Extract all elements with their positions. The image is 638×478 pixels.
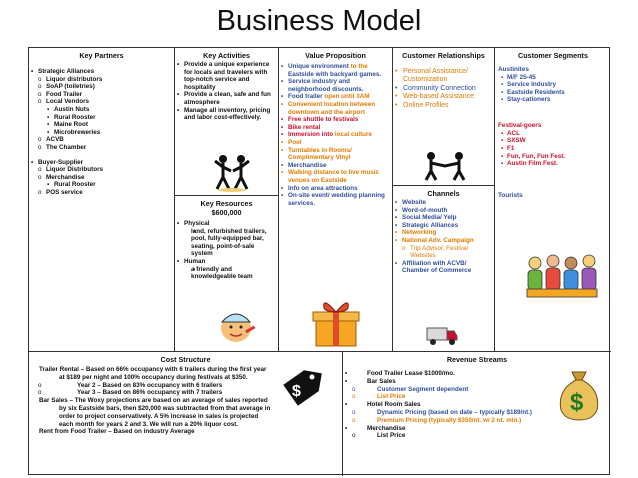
value-text: Merchandise (288, 161, 327, 169)
channel-item: • Website (393, 199, 490, 207)
key-partner-item: o ACVB (29, 136, 174, 144)
human-label: • Human (175, 258, 275, 266)
handshake-icon (423, 151, 467, 181)
key-partners-header: Key Partners (79, 51, 124, 60)
revenue-item: o Dynamic Pricing (based on date – typically $189/nt.) (343, 409, 551, 417)
value-proposition-item (279, 101, 389, 116)
revenue-streams-section (343, 352, 611, 476)
segment-group-tourists: Tourists (498, 191, 523, 199)
value-proposition-item (279, 78, 389, 93)
physical-label: • Physical (175, 220, 275, 228)
value-text: On-site event/ wedding planning services. (288, 192, 385, 207)
cost-item: o Year 3 – Based on 86% occupancy with 7 trailers (29, 389, 272, 397)
channel-item: o Trip Advisor, Festival Websites (393, 245, 490, 260)
segment-item: ▪ F1 (498, 145, 608, 153)
customer-relationships-header: Customer Relationships (402, 51, 485, 60)
customer-relationships-section (393, 48, 495, 186)
key-activities-header: Key Activities (203, 51, 250, 60)
key-partner-item: ▪ Microbreweries (29, 129, 174, 137)
value-text: Food trailer (288, 93, 325, 101)
key-partner-item: o Liquor Distributors (29, 166, 174, 174)
value-proposition-list (279, 63, 392, 207)
svg-text:$: $ (292, 383, 301, 400)
customer-segments-section (495, 48, 611, 352)
segment-group-festival-goers: Festival-goers (498, 122, 542, 130)
value-rest: Eastside with backyard games. (288, 70, 382, 78)
customer-relationship-item: • Web-based Assistance (393, 93, 488, 101)
spacer (29, 152, 174, 159)
revenue-item: o List Price (343, 432, 551, 440)
value-text: Walking distance to live music venues on Eastside (288, 169, 380, 184)
channel-item: • Social Media/ Yelp (393, 214, 490, 222)
segment-item: ▪ Service Industry (498, 81, 608, 89)
cost-item: • Bar Sales – The Woxy projections are based on an average of sales reported by six Eastside bars, then $20,000 was subtracted from that average in order to project conservatively. A 5% increase in sales is projected each month for years 2 and 3. We will run a 20% liquor cost. (29, 397, 272, 428)
revenue-streams-header: Revenue Streams (446, 355, 508, 364)
key-resources-header: Key Resources (200, 199, 253, 208)
dancers-icon (211, 153, 255, 193)
channels-header: Channels (427, 189, 460, 198)
key-resources-section (175, 196, 279, 352)
key-partner-item: o POS service (29, 189, 174, 197)
segment-item: ▪ Eastside Residents (498, 89, 608, 97)
value-proposition-item (279, 185, 389, 193)
key-activity-item: • Provide a clean, safe and fun atmosphere (175, 91, 275, 106)
people-group-icon (523, 253, 603, 303)
segment-festival-list (498, 130, 608, 168)
price-tag-icon (279, 366, 323, 410)
key-partner-item: o Food Trailer (29, 91, 174, 99)
channel-item: • Networking (393, 229, 490, 237)
customer-segments-header: Customer Segments (518, 51, 588, 60)
revenue-item: o Customer Segment dependent (343, 386, 551, 394)
key-partner-item: o Merchandise (29, 174, 174, 182)
value-proposition-section (279, 48, 393, 352)
key-partners-list (29, 68, 174, 197)
value-proposition-item (279, 131, 389, 139)
key-activities-list (175, 61, 278, 122)
key-partner-item: ▪ Maine Root (29, 121, 174, 129)
cost-structure-header: Cost Structure (160, 355, 211, 364)
value-proposition-item (279, 124, 389, 132)
revenue-item: • Hotel Room Sales (343, 401, 551, 409)
value-text: Free shuttle to festivals (288, 116, 359, 124)
channel-item: • Word-of-mouth (393, 207, 490, 215)
value-accent: open until 3AM (324, 93, 370, 101)
value-text: Service industry and neighborhood discounts. (288, 78, 364, 93)
value-text: Convenient location between downtown and the airport (288, 100, 376, 116)
customer-relationship-item: • Online Profiles (393, 102, 488, 110)
channels-section (393, 186, 495, 352)
segment-item: ▪ Austin Film Fest. (498, 160, 608, 168)
key-activities-section (175, 48, 279, 196)
revenue-item: o Premium Pricing (typically $350/nt. w/ 2 nt. min.) (343, 417, 551, 425)
value-proposition-item (279, 63, 389, 78)
value-text: Immersion into (288, 131, 335, 139)
value-proposition-item (279, 192, 389, 207)
value-proposition-item (279, 147, 389, 162)
segment-item: ▪ Fun, Fun, Fun Fest. (498, 153, 608, 161)
value-text: Bike rental (288, 123, 321, 131)
money-bag-icon (555, 368, 603, 422)
channels-list (393, 199, 494, 275)
revenue-item: • Merchandise (343, 425, 551, 433)
revenue-item: • Bar Sales (343, 378, 551, 386)
value-proposition-item (279, 116, 389, 124)
business-model-canvas (28, 47, 610, 475)
value-text: Unique environment (288, 63, 351, 70)
value-text: Pool (288, 138, 302, 146)
revenue-item: o List Price (343, 393, 551, 401)
key-partner-item: o The Chamber (29, 144, 174, 152)
human-detail: ▪ a friendly and knowledgeable team (175, 266, 275, 281)
key-partner-item: ▪ Austin Nuts (29, 106, 174, 114)
gift-box-icon (308, 294, 364, 348)
segment-austinites-list (498, 74, 608, 104)
segment-item: ▪ M/F 25-45 (498, 74, 608, 82)
channel-item: • National Adv. Campaign (393, 237, 490, 245)
key-partner-item: o Liquor distributors (29, 76, 174, 84)
key-resources-amount: $600,000 (211, 208, 242, 217)
svg-text:$: $ (570, 389, 584, 416)
value-proposition-item (279, 139, 389, 147)
key-partner-item: • Buyer-Supplier (29, 159, 174, 167)
value-text: Turntables in Rooms/ Complimentary Vinyl (288, 146, 352, 162)
page-title: Business Model (216, 5, 422, 37)
value-proposition-item (279, 162, 389, 170)
segment-item: ▪ ACL (498, 130, 608, 138)
physical-detail: ▪ land, refurbished trailers, pool, fully-equipped bar, seating, point-of-sale system (175, 228, 275, 258)
key-partner-item: ▪ Rural Rooster (29, 114, 174, 122)
key-activity-item: • Provide a unique experience for locals and travelers with top-notch service and hospitality (175, 61, 275, 91)
customer-relationship-item: • Personal Assistance/ Customization (393, 68, 488, 85)
key-resources-list (175, 220, 278, 281)
value-accent: to the (350, 63, 368, 70)
key-partner-item: ▪ Rural Rooster (29, 181, 174, 189)
key-partner-item: o SoAP (toiletries) (29, 83, 174, 91)
value-proposition-header: Value Proposition (305, 51, 366, 60)
key-partners-section (29, 48, 175, 352)
cost-item: • Trailer Rental – Based on 66% occupancy with 6 trailers during the first year at $189 per night and 100% occupancy during festivals at $350. (29, 366, 272, 382)
value-text: Info on area attractions (288, 184, 358, 192)
value-accent: local culture (334, 131, 372, 139)
channel-item: • Affiliation with ACVB/ Chamber of Commerce (393, 260, 490, 275)
truck-icon (425, 324, 459, 346)
key-activity-item: • Manage all inventory, pricing and labor cost-effectively. (175, 107, 275, 122)
cost-structure-section (29, 352, 343, 476)
cost-item: • Rent from Food Trailer – Based on industry Average (29, 428, 272, 436)
revenue-item: • Food Trailer Lease $1000/mo. (343, 370, 551, 378)
value-proposition-item (279, 169, 389, 184)
channel-item: • Strategic Alliances (393, 222, 490, 230)
customer-relationship-item: • Community Connection (393, 85, 488, 93)
value-proposition-item (279, 93, 389, 101)
customer-relationships-list (393, 68, 494, 110)
segment-item: ▪ SXSW (498, 137, 608, 145)
key-partner-item: • Strategic Alliances (29, 68, 174, 76)
key-partner-item: o Local Vendors (29, 98, 174, 106)
segment-group-austinites: Austinites (498, 66, 529, 73)
handyman-icon (215, 304, 257, 346)
cost-item: o Year 2 – Based on 83% occupancy with 6 trailers (29, 382, 272, 390)
segment-item: ▪ Stay-cationers (498, 96, 608, 104)
